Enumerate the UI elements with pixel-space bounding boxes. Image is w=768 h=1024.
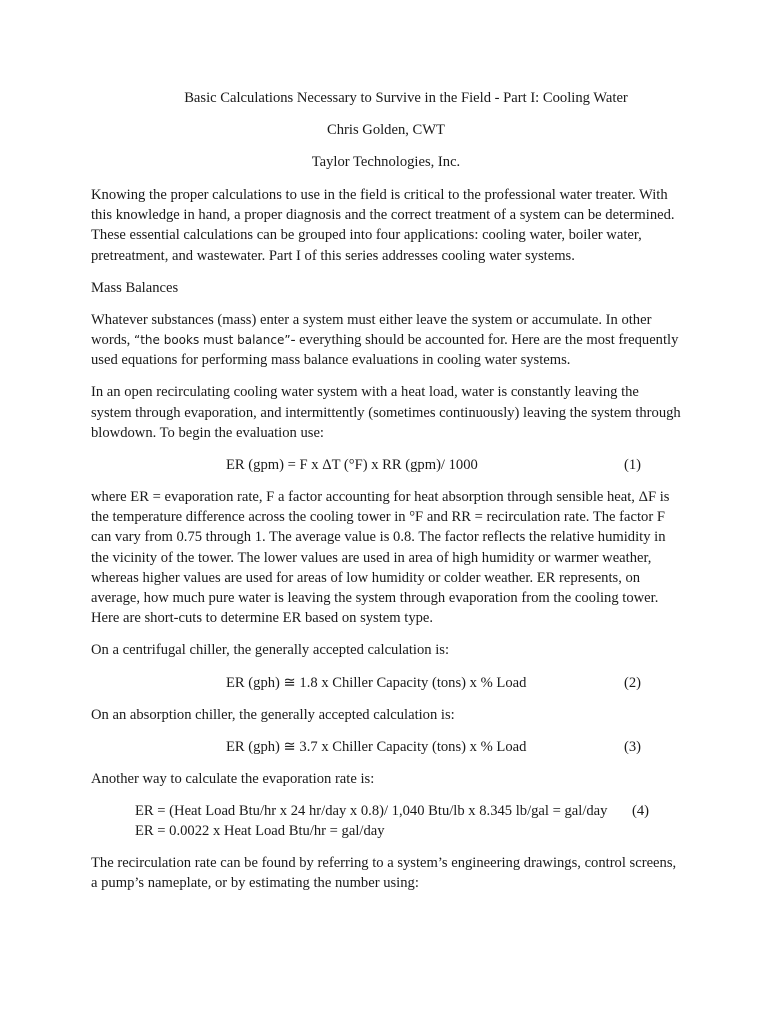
centrifugal-paragraph: On a centrifugal chiller, the generally accepted calculation is:: [91, 642, 450, 659]
mass-balance-text-a: Whatever substances (mass) enter a system must either leave the system or accumulate. In other words,: [91, 311, 652, 349]
recirculation-paragraph: The recirculation rate can be found by referring to a system’s engineering drawings, control screens, a pump’s nameplate, or by estimating the number using:: [91, 855, 677, 892]
equation-3-text: ER (gph) ≅ 3.7 x Chiller Capacity (tons) x % Load: [226, 738, 527, 755]
equation-2-text: ER (gph) ≅ 1.8 x Chiller Capacity (tons) x % Load: [226, 674, 527, 691]
mass-balance-paragraph: [91, 310, 681, 371]
equation-1-number: (1): [623, 457, 641, 474]
equation-1: [91, 455, 681, 475]
section-heading: Mass Balances: [91, 279, 179, 296]
open-system-paragraph: In an open recirculating cooling water system with a heat load, water is constantly leaving the system through evaporation, and intermittently (sometimes continuously) leaving the system through blowdown. To begin the evaluation use:: [91, 384, 681, 441]
equation-3: [91, 737, 681, 757]
equation-3-number: (3): [623, 738, 641, 755]
author-line: Chris Golden, CWT: [327, 122, 445, 138]
equation-2-number: (2): [623, 674, 641, 691]
equation-2: [91, 673, 681, 693]
absorption-paragraph: On an absorption chiller, the generally accepted calculation is:: [91, 706, 455, 723]
mass-balance-quote: “the books must balance”: [133, 333, 291, 348]
equation-1-text: ER (gpm) = F x ΔT (°F) x RR (gpm)/ 1000: [226, 457, 478, 474]
another-way-paragraph: Another way to calculate the evaporation rate is:: [91, 770, 375, 787]
company-line: Taylor Technologies, Inc.: [311, 154, 461, 170]
equation-4: [91, 801, 681, 841]
page-content: [91, 88, 681, 905]
intro-paragraph: Knowing the proper calculations to use in the field is critical to the professional water treater. With this knowledge in hand, a proper diagnosis and the correct treatment of a system can be determined. These essential calculations can be grouped into four applications: cooling water, boiler water, pretreatment, and wastewater. Part I of this series addresses cooling water systems.: [91, 187, 675, 264]
equation-4-line-1: ER = (Heat Load Btu/hr x 24 hr/day x 0.8)/ 1,040 Btu/lb x 8.345 lb/gal = gal/day: [135, 803, 608, 820]
equation-4-number: (4): [631, 803, 649, 820]
equation-4-line-2: ER = 0.0022 x Heat Load Btu/hr = gal/day: [135, 823, 385, 840]
where-paragraph: where ER = evaporation rate, F a factor accounting for heat absorption through sensible heat, ΔF is the temperature difference across the cooling tower in °F and RR = recirculation rate. The factor F can vary from 0.75 through 1. The average value is 0.8. The factor reflects the relative humidity in the vicinity of the tower. The lower values are used in area of high humidity or warmer weather, whereas higher values are used for areas of low humidity or colder weather. ER represents, on average, how much pure water is leaving the system through evaporation from the cooling tower. Here are short-cuts to determine ER based on system type.: [91, 489, 670, 627]
mass-balance-text-b: - everything should be accounted for. Here are the most frequently used equations for performing mass balance evaluations in cooling water systems.: [91, 332, 679, 369]
document-title: Basic Calculations Necessary to Survive in the Field - Part I: Cooling Water: [184, 90, 628, 106]
